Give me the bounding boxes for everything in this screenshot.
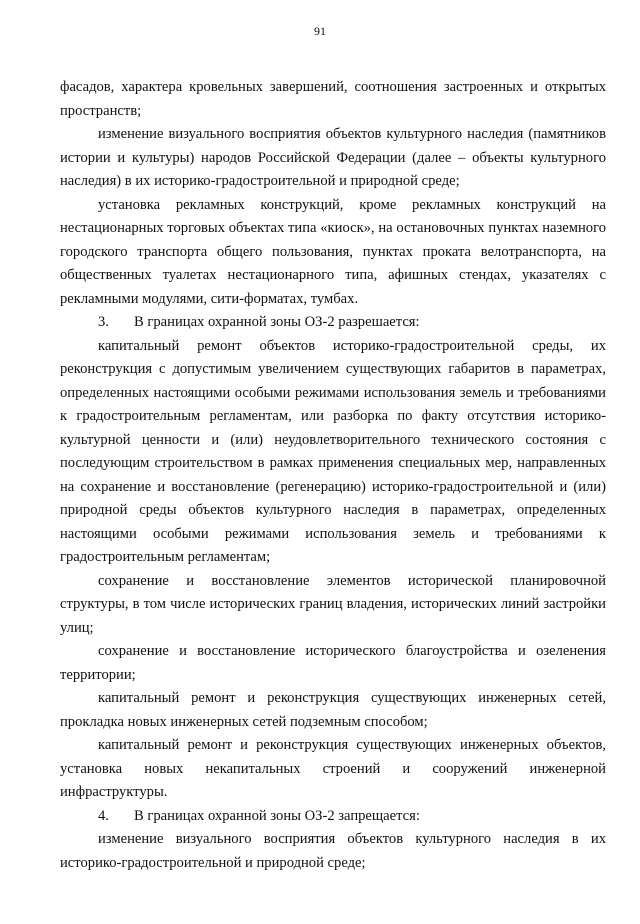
paragraph: капитальный ремонт и реконструкция существующих инженерных сетей, прокладка новых инженерных сетей подземным способом; xyxy=(60,690,606,730)
paragraph: установка рекламных конструкций, кроме рекламных конструкций на нестационарных торговых объектах типа «киоск», на остановочных пунктах наземного городского транспорта общего пользования, пунктах проката велотранспорта, на общественных туалетах нестационарного типа, афишных стендах, указателях с рекламными модулями, сити-форматах, тумбах. xyxy=(60,196,606,307)
paragraph: капитальный ремонт объектов историко-градостроительной среды, их реконструкция с допустимым увеличением существующих габаритов в параметрах, определенных настоящими особыми режимами использования земель и требованиями к градостроительным регламентам, или разборка по факту отсутствия историко-культурной ценности и (или) неудовлетворительного технического состояния с последующим строительством в рамках применения специальных мер, направленных на сохранение и восстановление (регенерацию) историко-градостроительной и (или) природной среды объектов культурного наследия в параметрах, определенных настоящими особыми режимами использования земель и требованиями к градостроительным регламентам; xyxy=(60,337,606,565)
paragraph: сохранение и восстановление элементов исторической планировочной структуры, в том числе исторических границ владения, исторических линий застройки улиц; xyxy=(60,572,606,636)
paragraph: фасадов, характера кровельных завершений, соотношения застроенных и открытых пространств; xyxy=(60,79,606,119)
paragraph-text: В границах охранной зоны ОЗ-2 запрещается: xyxy=(134,807,420,824)
paragraph-number: 4. xyxy=(98,807,109,824)
paragraph-number: 3. xyxy=(98,314,109,330)
paragraph-text: В границах охранной зоны ОЗ-2 разрешается: xyxy=(134,314,420,330)
numbered-paragraph xyxy=(60,311,606,335)
paragraph: сохранение и восстановление исторического благоустройства и озеленения территории; xyxy=(60,643,606,683)
paragraph: изменение визуального восприятия объектов культурного наследия в их историко-градостроительной и природной среде; xyxy=(60,831,606,871)
body-text xyxy=(60,76,606,875)
paragraph: изменение визуального восприятия объектов культурного наследия (памятников истории и культуры) народов Российской Федерации (далее – объекты культурного наследия) в их историко-градостроительной и природной среде; xyxy=(60,126,606,189)
page-number: 91 xyxy=(314,24,326,38)
numbered-paragraph xyxy=(60,805,606,829)
paragraph: капитальный ремонт и реконструкция существующих инженерных объектов, установка новых некапитальных строений и сооружений инженерной инфраструктуры. xyxy=(60,737,606,800)
